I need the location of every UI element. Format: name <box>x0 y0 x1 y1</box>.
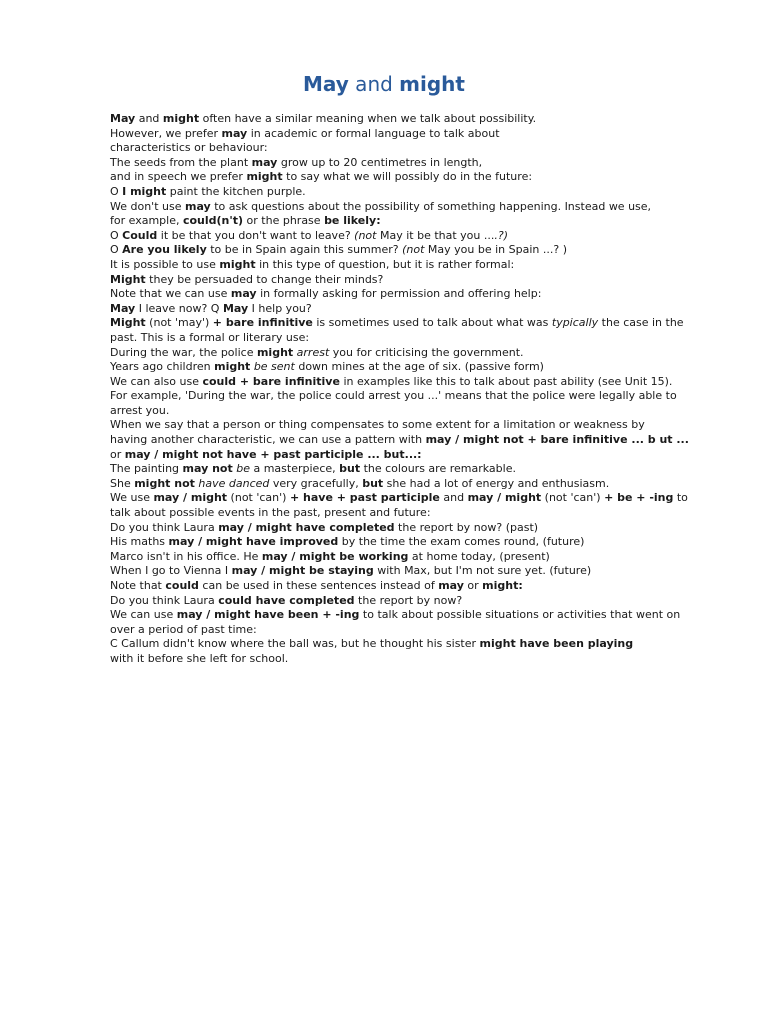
bold-text: may <box>184 199 211 213</box>
text-segment: in this type of question, but it is rather formal: <box>255 257 515 271</box>
italic-text: be <box>236 462 250 476</box>
text-line <box>110 258 635 273</box>
text-segment: can be used in these sentences instead of <box>198 579 439 592</box>
text-line <box>110 462 635 477</box>
text-segment: Marco isn't in his office. He <box>110 549 262 563</box>
bold-text: Might <box>110 272 146 286</box>
text-segment: with it before she left for school. <box>110 651 289 665</box>
text-segment: past. This is a formal or literary use: <box>110 330 310 344</box>
text-segment: by the time the exam comes round, (future) <box>338 535 585 549</box>
text-line <box>110 477 635 492</box>
bold-text: may <box>251 155 278 169</box>
bold-text: may / might <box>153 491 228 505</box>
text-segment: O <box>110 243 123 257</box>
bold-text: + have + past participle <box>289 491 440 505</box>
text-segment: the report by now? <box>354 593 463 607</box>
text-line <box>110 346 635 361</box>
bold-text: may / might have been + -ing <box>176 608 360 622</box>
text-segment: grow up to 20 centimetres in length, <box>277 155 483 169</box>
bold-text: may / might <box>467 491 542 505</box>
text-segment: We use <box>110 491 154 505</box>
text-segment: and in speech we prefer <box>110 170 247 184</box>
bold-text: may / might have improved <box>168 535 339 549</box>
bold-text: may <box>221 126 248 140</box>
text-segment: Note that <box>110 579 166 592</box>
bold-text: but <box>362 476 384 490</box>
bold-text: Are you likely <box>122 243 207 257</box>
text-segment: with Max, but I'm not sure yet. (future) <box>373 564 592 578</box>
bold-text: could have completed <box>218 593 355 607</box>
text-segment: Do you think Laura <box>110 520 219 534</box>
text-line <box>110 404 635 419</box>
text-line <box>110 448 635 463</box>
text-segment: for example, <box>110 214 183 228</box>
text-segment: at home today, (present) <box>408 549 550 563</box>
title-word-and: and <box>348 72 400 96</box>
text-segment: over a period of past time: <box>110 622 257 636</box>
bold-text: could <box>165 579 199 592</box>
text-segment: the case in the <box>598 316 684 330</box>
italic-text: (not <box>354 228 377 242</box>
text-line <box>110 521 635 536</box>
text-line <box>110 331 635 346</box>
text-line <box>110 243 635 258</box>
text-segment: The seeds from the plant <box>110 155 252 169</box>
text-line <box>110 433 689 448</box>
page-title <box>0 72 768 96</box>
text-segment: the report by now? (past) <box>394 520 539 534</box>
bold-text: may / might not have + past participle ... but...: <box>124 447 422 461</box>
bold-text: may <box>438 579 464 592</box>
text-segment: it be that you don't want to leave? <box>157 228 355 242</box>
bold-text: may / might be working <box>261 549 409 563</box>
bold-text: + be + -ing <box>604 491 674 505</box>
italic-text: typically <box>551 316 599 330</box>
bold-text: might <box>162 112 200 125</box>
text-segment: I help you? <box>248 301 312 315</box>
text-segment: she had a lot of energy and enthusiasm. <box>383 476 610 490</box>
text-line <box>110 506 635 521</box>
text-segment: When we say that a person or thing compensates to some extent for a limitation or weakness by <box>110 418 645 432</box>
text-segment: However, we prefer <box>110 126 222 140</box>
text-segment: (not 'may') <box>145 316 213 330</box>
text-line <box>110 229 635 244</box>
text-segment: a masterpiece, <box>249 462 340 476</box>
bold-text: might <box>214 360 251 374</box>
bold-text: might have been playing <box>479 637 634 651</box>
bold-text: might <box>246 170 283 184</box>
text-segment: in academic or formal language to talk about <box>247 126 500 140</box>
bold-text: could + bare infinitive <box>202 374 340 388</box>
text-line <box>110 316 684 331</box>
bold-text: could(n't) <box>182 214 244 228</box>
text-segment: His maths <box>110 535 169 549</box>
text-segment: or the phrase <box>243 214 325 228</box>
text-line <box>110 185 635 200</box>
bold-text: Might <box>110 316 146 330</box>
bold-text: might: <box>482 579 523 592</box>
bold-text: + bare infinitive <box>212 316 313 330</box>
text-segment: to <box>673 491 688 505</box>
bold-text: Could <box>122 228 158 242</box>
text-segment: and <box>439 491 468 505</box>
text-line <box>110 127 635 142</box>
text-line <box>110 199 652 215</box>
text-line <box>110 418 645 433</box>
text-segment: they be persuaded to change their minds? <box>145 272 384 286</box>
bold-text: might <box>256 345 294 359</box>
text-segment: O <box>110 228 123 242</box>
text-line <box>110 594 635 609</box>
text-segment: C Callum didn't know where the ball was, but he thought his sister <box>110 637 480 651</box>
bold-text: might not <box>134 476 195 490</box>
text-segment: is sometimes used to talk about what was <box>312 316 552 330</box>
bold-text: be likely: <box>324 214 381 228</box>
bold-text: but <box>339 462 361 476</box>
text-segment: We can also use <box>110 374 203 388</box>
text-segment: down mines at the age of six. (passive form) <box>294 360 544 374</box>
bold-text: May <box>222 301 249 315</box>
text-segment: or <box>110 447 125 461</box>
text-segment: May it be that you ... <box>376 228 495 242</box>
text-segment: May you be in Spain ...? ) <box>424 243 567 257</box>
text-line <box>110 637 635 652</box>
text-line <box>110 273 635 288</box>
text-line <box>110 623 635 638</box>
text-line <box>110 287 635 302</box>
text-line <box>110 579 635 594</box>
text-segment: in formally asking for permission and offering help: <box>256 287 542 301</box>
text-segment: We don't use <box>110 199 185 213</box>
text-segment: For example, 'During the war, the police could arrest you ...' means that the police were legally able to <box>110 389 677 403</box>
text-segment: Do you think Laura <box>110 593 219 607</box>
title-word-may: May <box>303 72 349 96</box>
bold-text: may / might not + bare infinitive ... b ut ... <box>425 433 689 447</box>
text-segment: in examples like this to talk about past ability (see Unit 15). <box>339 374 673 388</box>
bold-text: may <box>230 287 257 301</box>
text-segment: Note that we can use <box>110 287 231 301</box>
text-segment: When I go to Vienna I <box>110 564 232 578</box>
text-segment: you for criticising the government. <box>329 345 524 359</box>
text-segment: O <box>110 184 123 198</box>
text-line <box>110 141 635 156</box>
text-line <box>110 564 635 579</box>
document-body <box>110 112 689 667</box>
text-segment: or <box>463 579 483 592</box>
text-line <box>110 156 635 171</box>
bold-text: I might <box>122 184 167 198</box>
text-segment: (not 'can') <box>227 491 290 505</box>
italic-text: arrest <box>296 345 330 359</box>
bold-text: may not <box>182 462 233 476</box>
text-segment: characteristics or behaviour: <box>110 141 268 155</box>
bold-text: May <box>110 112 136 125</box>
text-segment: Years ago children <box>110 360 215 374</box>
text-segment: the colours are remarkable. <box>360 462 516 476</box>
bold-text: May <box>110 301 136 315</box>
text-line <box>110 302 635 317</box>
text-line <box>110 112 635 127</box>
text-segment: very gracefully, <box>269 476 363 490</box>
text-segment: to be in Spain again this summer? <box>206 243 403 257</box>
text-segment: The painting <box>110 462 183 476</box>
text-line <box>110 535 635 550</box>
text-segment: and <box>135 112 163 125</box>
text-segment: to talk about possible situations or activities that went on <box>359 608 681 622</box>
text-segment: to say what we will possibly do in the future: <box>282 170 533 184</box>
text-segment: paint the kitchen purple. <box>166 184 306 198</box>
text-segment: (not 'can') <box>541 491 605 505</box>
text-segment: She <box>110 476 135 490</box>
text-segment: I leave now? Q <box>135 301 223 315</box>
text-line <box>110 360 635 375</box>
text-segment: talk about possible events in the past, present and future: <box>110 506 431 520</box>
text-segment: It is possible to use <box>110 257 220 271</box>
text-segment: We can use <box>110 608 177 622</box>
text-segment: During the war, the police <box>110 345 257 359</box>
text-line <box>110 214 635 229</box>
text-line <box>110 389 677 404</box>
text-segment: to ask questions about the possibility of something happening. Instead we use, <box>210 199 652 213</box>
text-segment: arrest you. <box>110 403 170 417</box>
bold-text: might <box>219 257 256 271</box>
bold-text: may / might have completed <box>218 520 395 534</box>
text-line <box>110 170 635 185</box>
text-segment: having another characteristic, we can use a pattern with <box>110 433 426 447</box>
italic-text: .?) <box>494 228 509 242</box>
text-line <box>110 652 635 667</box>
title-word-might: might <box>399 72 465 96</box>
text-line <box>110 608 681 623</box>
italic-text: have danced <box>198 476 270 490</box>
text-segment: often have a similar meaning when we talk about possibility. <box>199 112 537 125</box>
bold-text: may / might be staying <box>231 564 374 578</box>
italic-text: be sent <box>253 360 295 374</box>
italic-text: (not <box>402 243 425 257</box>
text-line <box>110 374 673 390</box>
text-line <box>110 550 635 565</box>
text-line <box>110 491 688 506</box>
